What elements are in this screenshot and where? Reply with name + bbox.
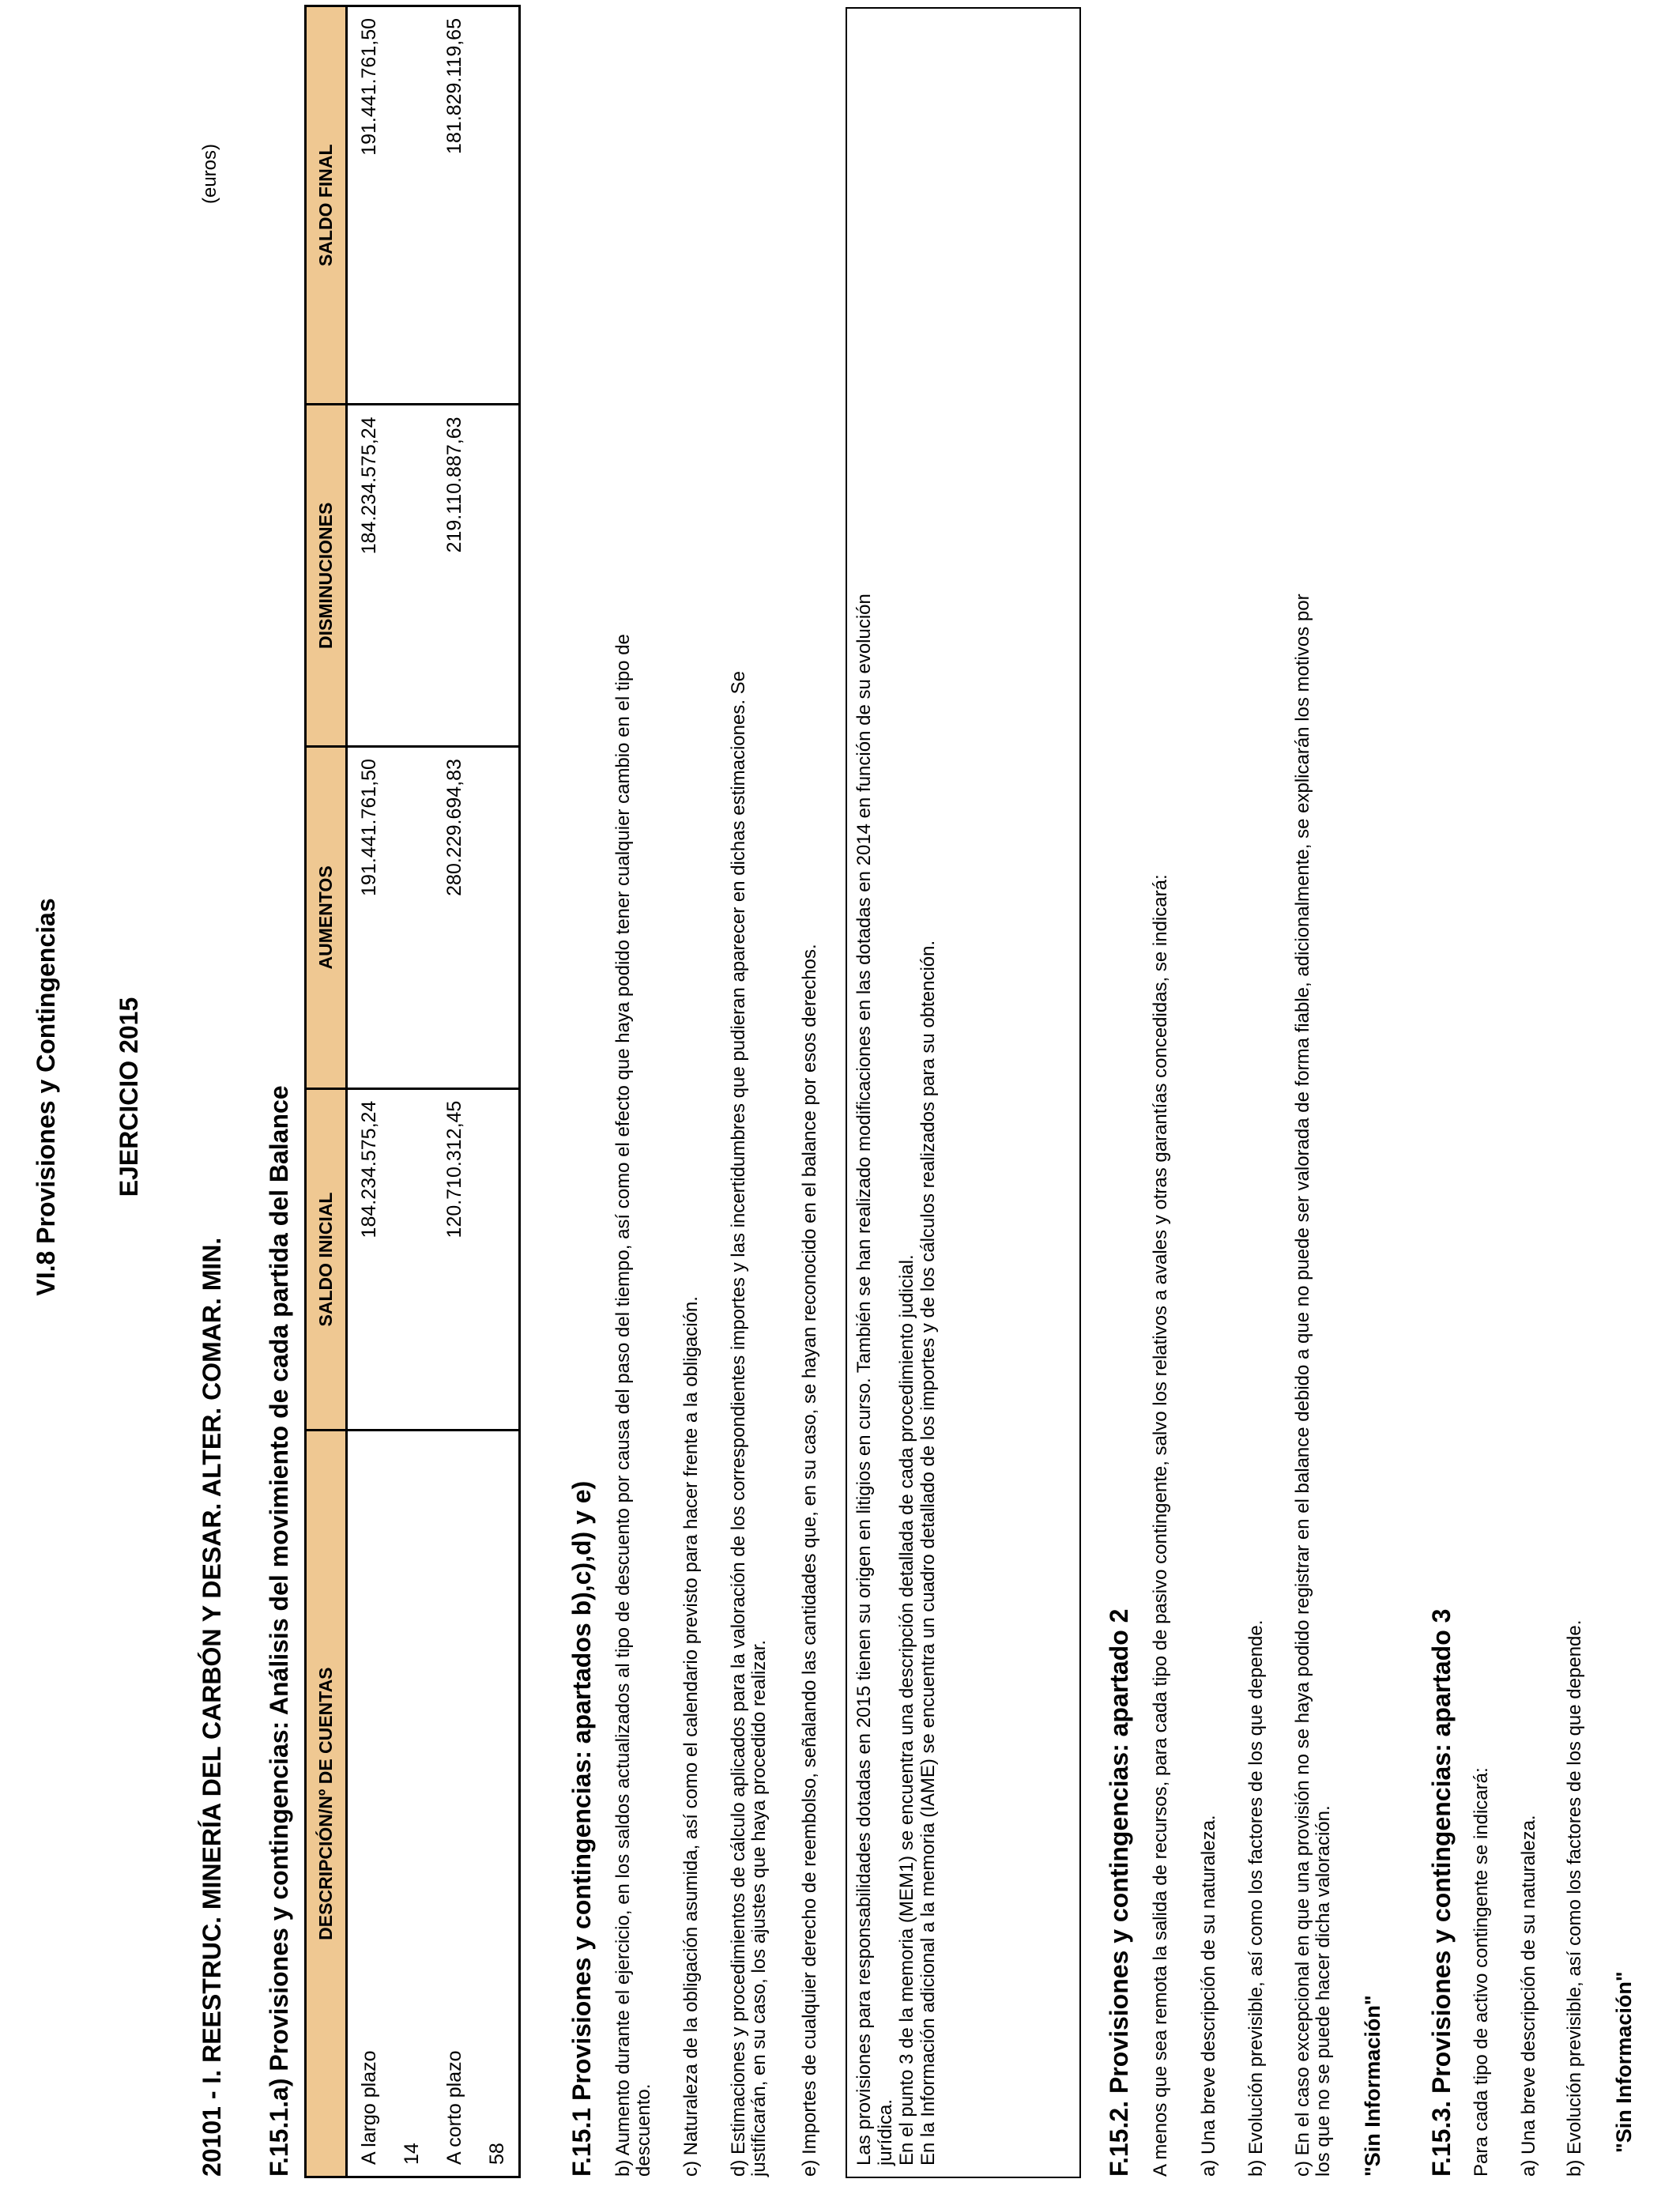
f152-a: a) Una breve descripción de su naturaleza. xyxy=(1198,1815,1219,2177)
row-saldo-inicial: 120.710.312,45 xyxy=(443,1100,465,1238)
units-label: (euros) xyxy=(199,143,220,204)
movement-table xyxy=(304,5,521,2178)
f151-c: c) Naturaleza de la obligación asumida, así como el calendario previsto para hacer frente a la obligación. xyxy=(680,1296,702,2177)
saldo-inicial-cell xyxy=(347,1088,520,1431)
page-title: VI.8 Provisiones y Contingencias xyxy=(32,898,60,1296)
row-disminuciones: 219.110.887,63 xyxy=(443,417,465,553)
f152-heading: F.15.2. Provisiones y contingencias: apartado 2 xyxy=(1105,1608,1133,2177)
box-line: En la Información adicional a la memoria (IAME) se encuentra un cuadro detallado de los importes y de los cálculos realizados para su obtención. xyxy=(917,940,939,2166)
col-header-aumentos: AUMENTOS xyxy=(306,747,347,1089)
col-header-disminuciones: DISMINUCIONES xyxy=(306,405,347,747)
f153-a: a) Una breve descripción de su naturaleza. xyxy=(1518,1815,1539,2177)
row-aumentos: 191.441.761,50 xyxy=(358,759,380,896)
f151-b-line2: descuento. xyxy=(633,2083,654,2177)
col-header-saldo-final: SALDO FINAL xyxy=(306,6,347,405)
f153-sin-info: "Sin Información" xyxy=(1612,1971,1636,2153)
col-header-saldo-inicial: SALDO INICIAL xyxy=(306,1088,347,1431)
row-account: 14 xyxy=(401,2143,423,2165)
row-saldo-inicial: 184.234.575,24 xyxy=(358,1100,380,1238)
f151-answer-box xyxy=(846,7,1081,2178)
f152-intro: A menos que sea remota la salida de recursos, para cada tipo de pasivo contingente, salvo los relativos a avales y otras garantías concedidas, se indicará: xyxy=(1150,874,1171,2177)
f152-c-line2: los que no se puede hacer dicha valoración. xyxy=(1313,1805,1334,2177)
f151-b-line1: b) Aumento durante el ejercicio, en los saldos actualizados al tipo de descuento por causa del paso del tiempo, así como el efecto que haya podido tener cualquier cambio en el tipo de xyxy=(612,634,634,2177)
saldo-final-cell xyxy=(347,6,520,405)
desc-cell xyxy=(347,1431,520,2177)
row-aumentos: 280.229.694,83 xyxy=(443,759,465,896)
f153-heading: F.15.3. Provisiones y contingencias: apartado 3 xyxy=(1427,1608,1456,2177)
f151-d-line2: justificarán, en su caso, los ajustes que haya procedido realizar. xyxy=(748,1639,770,2177)
box-line: En el punto 3 de la memoria (MEM1) se encuentra una descripción detallada de cada procedimiento judicial. xyxy=(896,1254,917,2166)
f151a-heading: F.15.1.a) Provisiones y contingencias: Análisis del movimiento de cada partida del Balance xyxy=(265,1085,293,2177)
f151-e: e) Importes de cualquier derecho de reembolso, señalando las cantidades que, en su caso, se hayan reconocido en el balance por esos derechos. xyxy=(799,944,820,2177)
f152-b: b) Evolución previsible, así como los factores de los que depende. xyxy=(1245,1619,1267,2177)
ejercicio-title: EJERCICIO 2015 xyxy=(115,997,143,1197)
aumentos-cell xyxy=(347,747,520,1089)
table-header-row xyxy=(306,6,347,2177)
f152-c-line1: c) En el caso excepcional en que una provisión no se haya podido registrar en el balance debido a que no puede ser valorada de forma fiable, adicionalmente, se explicarán los motivos por xyxy=(1292,594,1313,2177)
row-desc: A largo plazo xyxy=(358,2050,380,2165)
row-disminuciones: 184.234.575,24 xyxy=(358,417,380,555)
col-header-descripcion: DESCRIPCIÓN/Nº DE CUENTAS xyxy=(306,1431,347,2177)
f153-intro: Para cada tipo de activo contingente se indicará: xyxy=(1471,1767,1492,2177)
row-saldo-final: 181.829.119,65 xyxy=(443,18,465,154)
row-saldo-final: 191.441.761,50 xyxy=(358,18,380,156)
entity-title: 20101 - I. REESTRUC. MINERÍA DEL CARBÓN Y DESAR. ALTER. COMAR. MIN. xyxy=(198,1237,226,2177)
box-line: jurídica. xyxy=(875,2098,896,2166)
f151-heading: F.15.1 Provisiones y contingencias: apartados b),c),d) y e) xyxy=(567,1480,596,2177)
row-account: 58 xyxy=(486,2143,508,2165)
row-desc: A corto plazo xyxy=(443,2050,465,2165)
f152-sin-info: "Sin Información" xyxy=(1361,1995,1384,2177)
f153-b: b) Evolución previsible, así como los factores de los que depende. xyxy=(1564,1619,1585,2177)
box-line: Las provisiones para responsabilidades dotadas en 2015 tienen su origen en litigios en curso. También se han realizado modificaciones en las dotadas en 2014 en función de su evolución xyxy=(853,594,875,2166)
disminuciones-cell xyxy=(347,405,520,747)
f151-d-line1: d) Estimaciones y procedimientos de cálculo aplicados para la valoración de los correspondientes importes y las incertidumbres que pudieran aparecer en dichas estimaciones. Se xyxy=(728,670,749,2177)
